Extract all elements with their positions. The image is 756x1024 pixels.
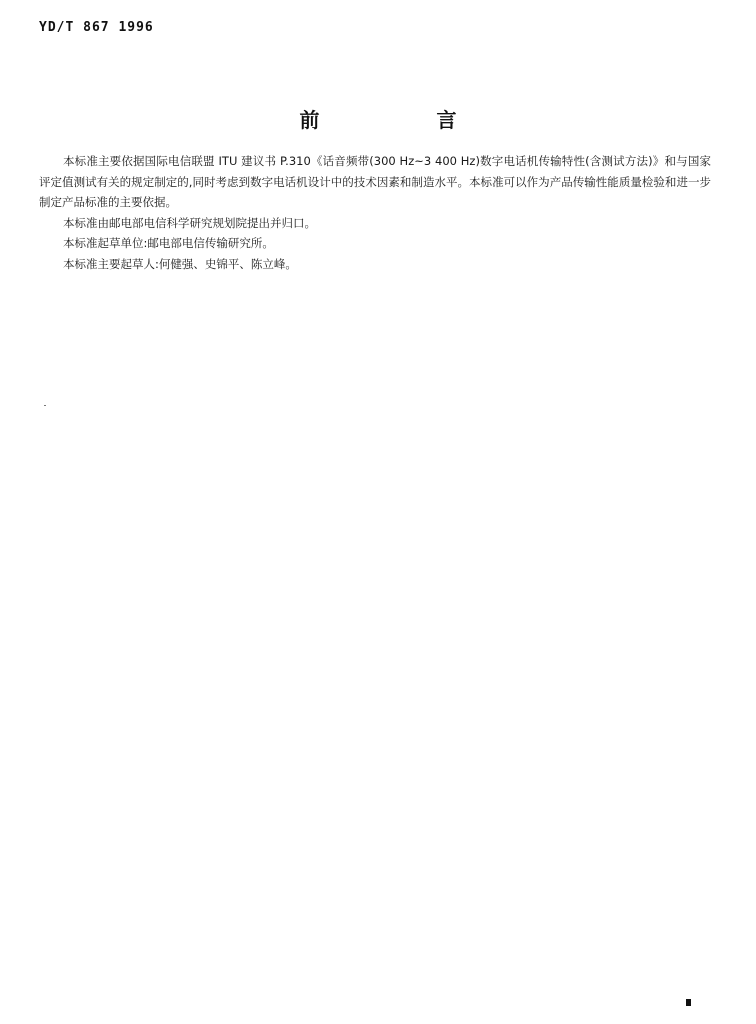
page-mark	[686, 999, 691, 1006]
page-title: 前 言	[299, 108, 512, 132]
standard-code: YD/T 867 1996	[39, 20, 154, 35]
paragraph-drafters: 本标准主要起草人:何健强、史锦平、陈立峰。	[63, 256, 297, 271]
paragraph-drafting-unit: 本标准起草单位:邮电部电信传输研究所。	[63, 236, 274, 250]
foreword-body	[39, 151, 711, 274]
scan-speck	[44, 405, 46, 406]
paragraph-proposer: 本标准由邮电部电信科学研究规划院提出并归口。	[63, 215, 316, 230]
paragraph-basis: 本标准主要依据国际电信联盟 ITU 建议书 P.310《话音频带(300 Hz~3 400 Hz)数字电话机传输特性(含测试方法)》和与国家评定值测试有关的规定制定的,同时考虑到数字电话机设计中的技术因素和制造水平。本标准可以作为产品传输性能质量检验和进一步制定产品标准的主要依据。	[39, 154, 711, 209]
